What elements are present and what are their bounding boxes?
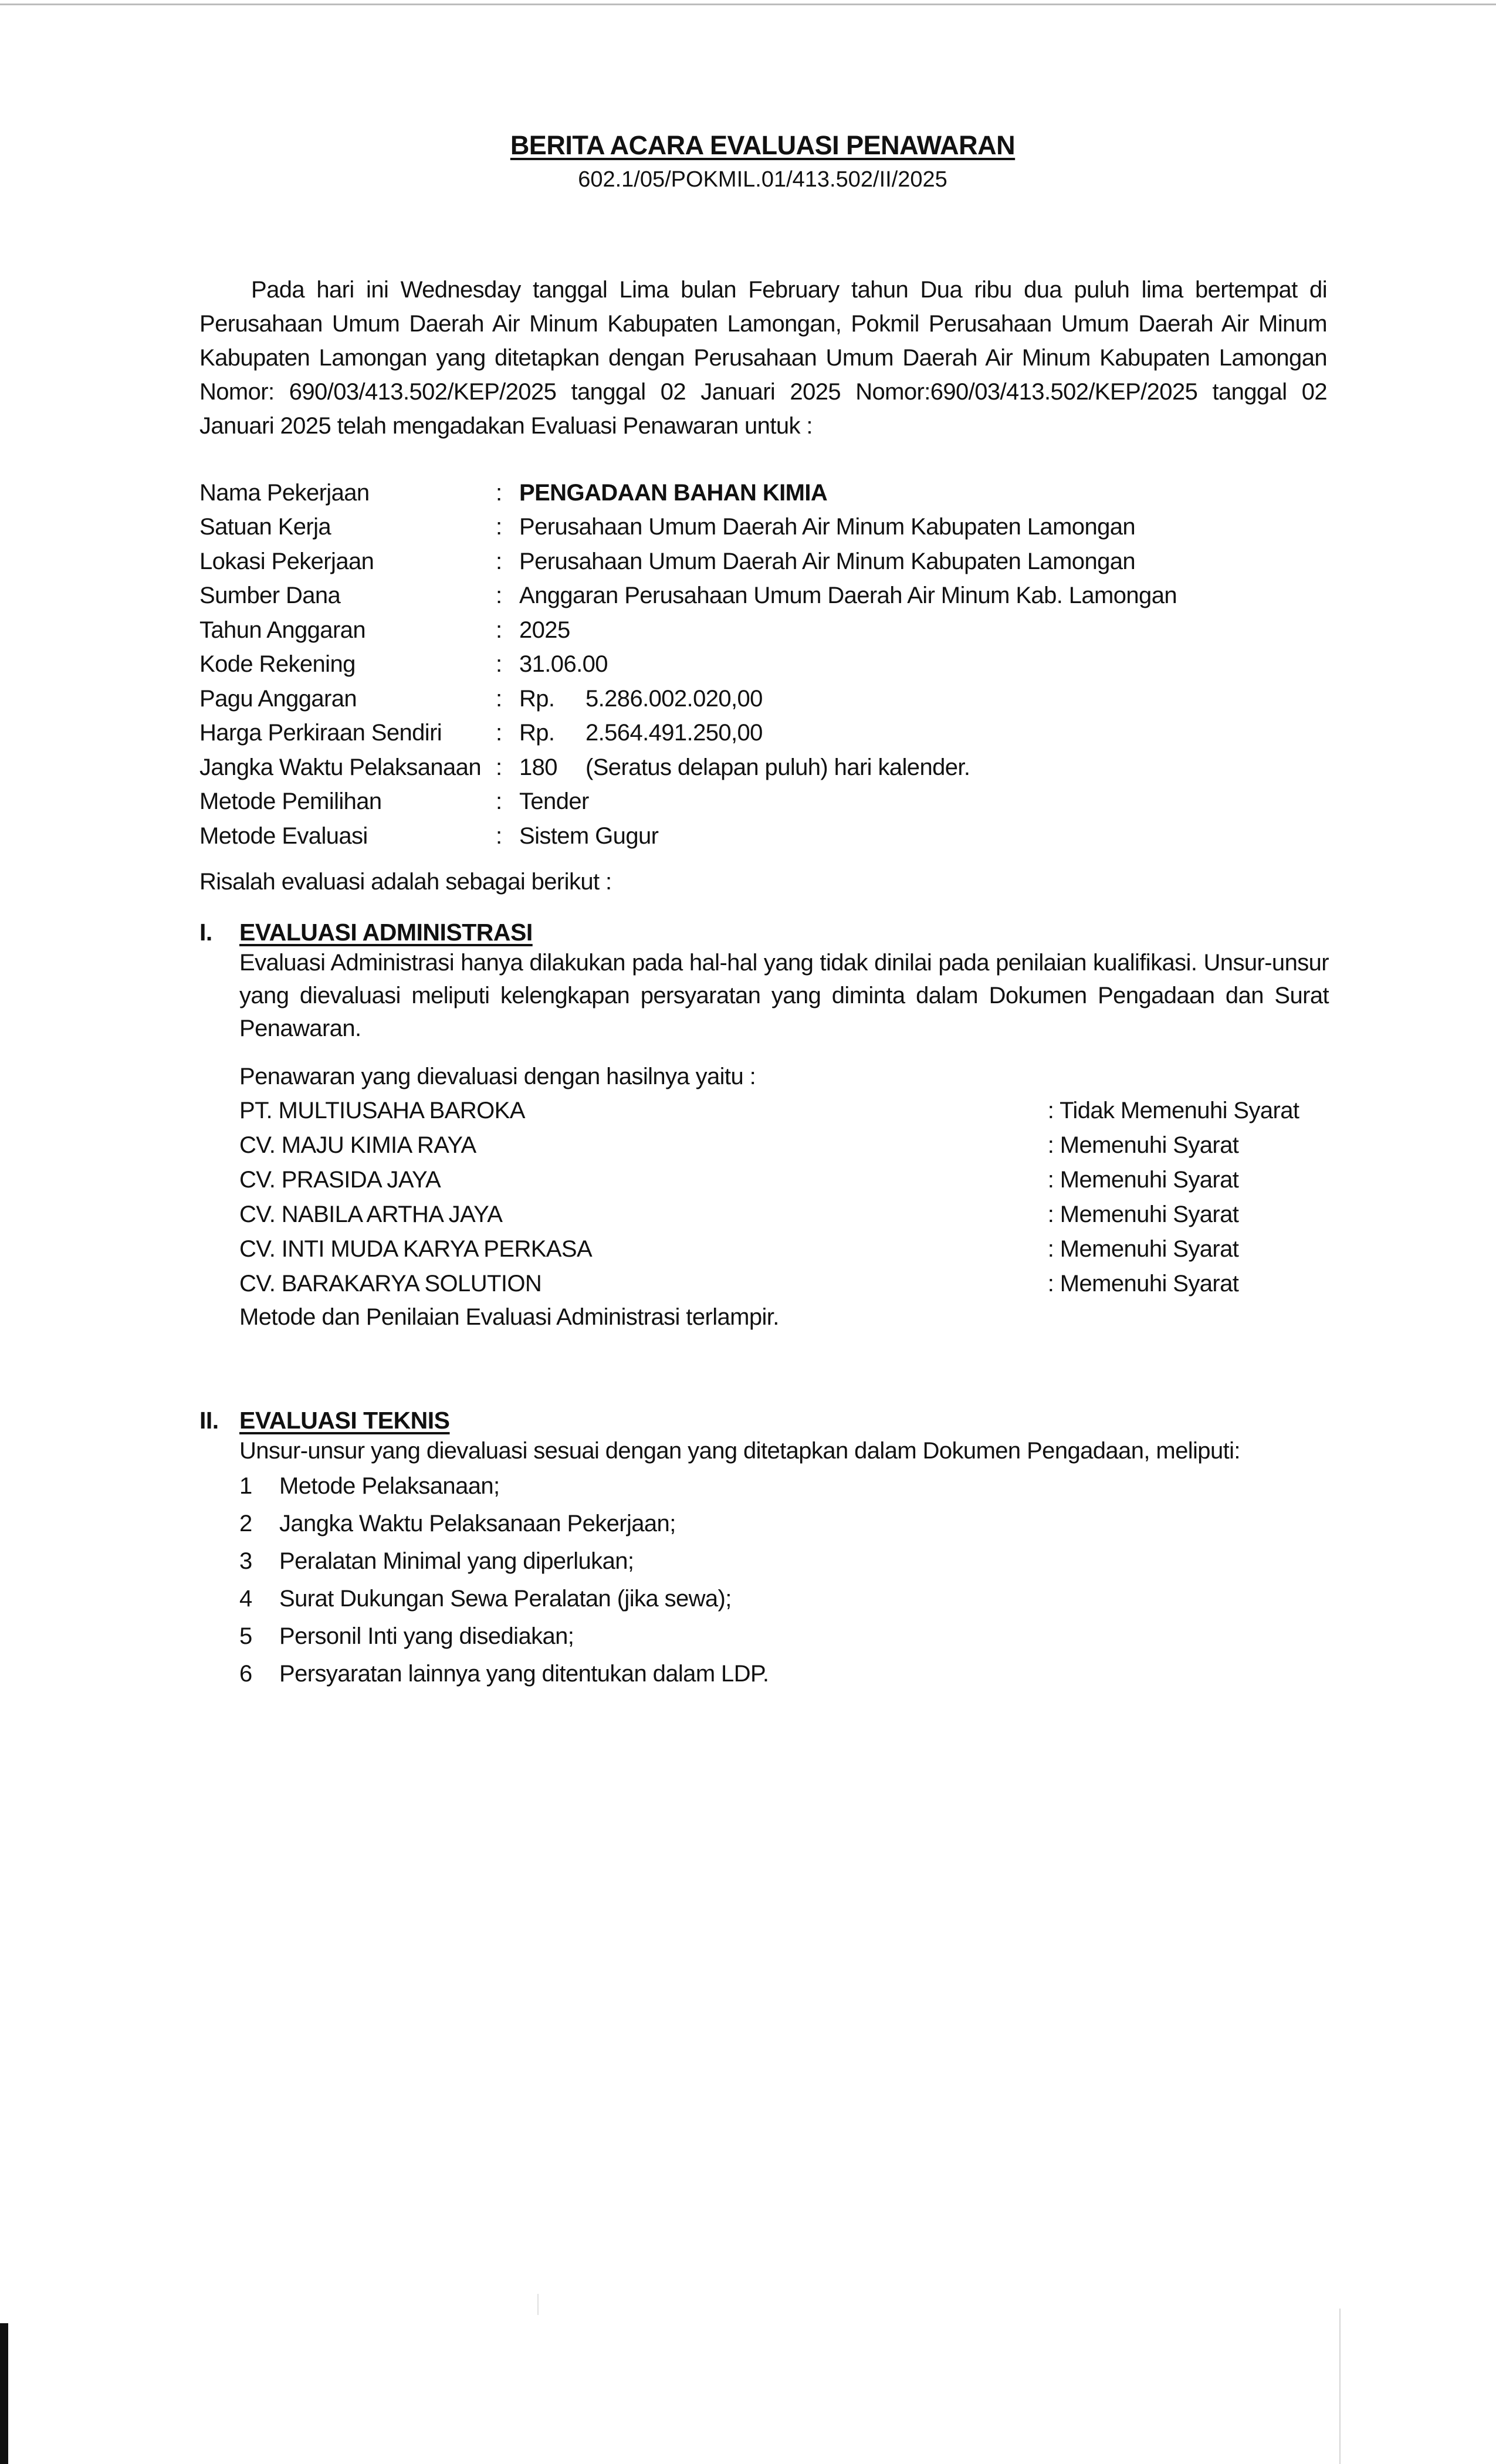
list-number: 4 (239, 1586, 252, 1612)
section-heading (199, 919, 1329, 946)
list-text: Personil Inti yang disediakan; (279, 1623, 574, 1649)
info-row-pagu-anggaran (199, 682, 1343, 716)
info-value: 2025 (519, 617, 570, 643)
section-body (239, 1434, 1329, 1693)
list-item (239, 1467, 1329, 1505)
info-label: Metode Pemilihan (199, 788, 382, 815)
info-colon: : (496, 788, 502, 815)
info-label: Lokasi Pekerjaan (199, 548, 374, 574)
list-text: Persyaratan lainnya yang ditentukan dalam LDP. (279, 1661, 769, 1687)
info-row-metode-pemilihan (199, 785, 1343, 820)
info-colon: : (496, 651, 502, 678)
info-colon: : (496, 823, 502, 849)
result-row (239, 1266, 1329, 1301)
bidder-status: : Memenuhi Syarat (1047, 1166, 1239, 1193)
bidder-status: : Memenuhi Syarat (1047, 1201, 1239, 1227)
result-row (239, 1093, 1329, 1128)
result-row (239, 1128, 1329, 1162)
info-colon: : (496, 685, 502, 712)
info-row-satuan-kerja (199, 510, 1343, 545)
info-colon: : (496, 514, 502, 540)
info-colon: : (496, 548, 502, 574)
bidder-name: CV. PRASIDA JAYA (239, 1166, 441, 1193)
list-item (239, 1655, 1329, 1693)
info-label: Pagu Anggaran (199, 685, 357, 712)
info-row-nama-pekerjaan (199, 476, 1343, 510)
info-row-lokasi-pekerjaan (199, 544, 1343, 579)
list-number: 2 (239, 1511, 252, 1536)
list-text: Surat Dukungan Sewa Peralatan (jika sewa); (279, 1586, 732, 1612)
currency-prefix: Rp. (519, 720, 555, 746)
info-colon: : (496, 617, 502, 643)
document-number: 602.1/05/POKMIL.01/413.502/II/2025 (578, 167, 947, 192)
amount: 2.564.491.250,00 (585, 720, 763, 746)
info-value: Perusahaan Umum Daerah Air Minum Kabupaten Lamongan (519, 548, 1136, 574)
bidder-status: : Memenuhi Syarat (1047, 1132, 1239, 1158)
list-number: 5 (239, 1623, 252, 1649)
info-label: Kode Rekening (199, 651, 356, 678)
info-value-group (519, 686, 763, 712)
document-title: BERITA ACARA EVALUASI PENAWARAN (510, 130, 1016, 160)
section-administrasi (199, 919, 1329, 1333)
results-intro: Penawaran yang dievaluasi dengan hasilnya yaitu : (239, 1064, 756, 1089)
info-label: Harga Perkiraan Sendiri (199, 720, 442, 746)
section-body (239, 946, 1329, 1333)
info-label: Tahun Anggaran (199, 617, 365, 643)
list-item (239, 1617, 1329, 1655)
job-info-table (199, 476, 1343, 854)
section-footer-note: Metode dan Penilaian Evaluasi Administrasi terlampir. (239, 1304, 779, 1330)
list-item (239, 1505, 1329, 1542)
info-value: Perusahaan Umum Daerah Air Minum Kabupaten Lamongan (519, 514, 1136, 540)
info-colon: : (496, 720, 502, 746)
info-value-group (519, 754, 970, 781)
list-number: 6 (239, 1661, 252, 1687)
info-value: Sistem Gugur (519, 823, 659, 849)
section-title: EVALUASI ADMINISTRASI (239, 919, 533, 946)
info-row-hps (199, 716, 1343, 751)
section-intro: Unsur-unsur yang dievaluasi sesuai dengan yang ditetapkan dalam Dokumen Pengadaan, meliputi: (239, 1438, 1240, 1464)
bidder-name: CV. MAJU KIMIA RAYA (239, 1132, 476, 1158)
info-row-sumber-dana (199, 579, 1343, 614)
info-value: PENGADAAN BAHAN KIMIA (519, 479, 828, 506)
result-row (239, 1197, 1329, 1231)
info-row-metode-evaluasi (199, 819, 1343, 854)
bidder-name: CV. NABILA ARTHA JAYA (239, 1201, 503, 1227)
list-number: 1 (239, 1473, 252, 1499)
currency-prefix: Rp. (519, 685, 555, 712)
bidder-status: : Memenuhi Syarat (1047, 1236, 1239, 1262)
info-value: Tender (519, 788, 589, 815)
info-label: Metode Evaluasi (199, 823, 368, 849)
section-teknis (199, 1407, 1329, 1693)
info-value-group (519, 720, 763, 746)
bidder-status: : Tidak Memenuhi Syarat (1047, 1097, 1299, 1123)
section-number: II. (199, 1407, 219, 1434)
section-number: I. (199, 919, 212, 946)
risalah-text: Risalah evaluasi adalah sebagai berikut : (199, 869, 612, 895)
info-label: Nama Pekerjaan (199, 479, 370, 506)
info-colon: : (496, 479, 502, 506)
list-text: Jangka Waktu Pelaksanaan Pekerjaan; (279, 1511, 676, 1536)
list-number: 3 (239, 1548, 252, 1574)
info-row-kode-rekening (199, 648, 1343, 682)
info-colon: : (496, 583, 502, 609)
bidder-name: CV. INTI MUDA KARYA PERKASA (239, 1236, 593, 1262)
list-text: Peralatan Minimal yang diperlukan; (279, 1548, 634, 1574)
section-heading (199, 1407, 1329, 1434)
section-title: EVALUASI TEKNIS (239, 1407, 450, 1434)
result-row (239, 1162, 1329, 1197)
duration-text: (Seratus delapan puluh) hari kalender. (585, 754, 970, 780)
spacer (239, 1045, 1329, 1060)
info-label: Satuan Kerja (199, 514, 331, 540)
bidder-name: PT. MULTIUSAHA BAROKA (239, 1097, 525, 1123)
list-item (239, 1580, 1329, 1617)
info-label: Sumber Dana (199, 583, 341, 609)
bidder-status: : Memenuhi Syarat (1047, 1270, 1239, 1297)
result-row (239, 1231, 1329, 1266)
info-value: 31.06.00 (519, 651, 608, 678)
section-paragraph: Evaluasi Administrasi hanya dilakukan pada hal-hal yang tidak dinilai pada penilaian kualifikasi. Unsur-unsur yang dievaluasi meliputi kelengkapan persyaratan yang diminta dalam Dokumen Pengadaan dan Surat Penawaran. (239, 950, 1329, 1041)
intro-paragraph: Pada hari ini Wednesday tanggal Lima bulan February tahun Dua ribu dua puluh lima bertempat di Perusahaan Umum Daerah Air Minum Kabupaten Lamongan, Pokmil Perusahaan Umum Daerah Air Minum Kabupaten Lamongan yang ditetapkan dengan Perusahaan Umum Daerah Air Minum Kabupaten Lamongan Nomor: 690/03/413.502/KEP/2025 tanggal 02 Januari 2025 Nomor:690/03/413.502/KEP/2025 tanggal 02 Januari 2025 telah mengadakan Evaluasi Penawaran untuk : (199, 277, 1327, 439)
info-colon: : (496, 754, 502, 780)
amount: 5.286.002.020,00 (585, 685, 763, 712)
duration-days: 180 (519, 754, 557, 780)
info-row-tahun-anggaran (199, 613, 1343, 648)
list-item (239, 1542, 1329, 1580)
info-row-jangka-waktu (199, 750, 1343, 785)
info-value: Anggaran Perusahaan Umum Daerah Air Minum Kab. Lamongan (519, 583, 1177, 609)
bidder-name: CV. BARAKARYA SOLUTION (239, 1270, 542, 1297)
list-text: Metode Pelaksanaan; (279, 1473, 500, 1499)
info-label: Jangka Waktu Pelaksanaan (199, 754, 481, 780)
